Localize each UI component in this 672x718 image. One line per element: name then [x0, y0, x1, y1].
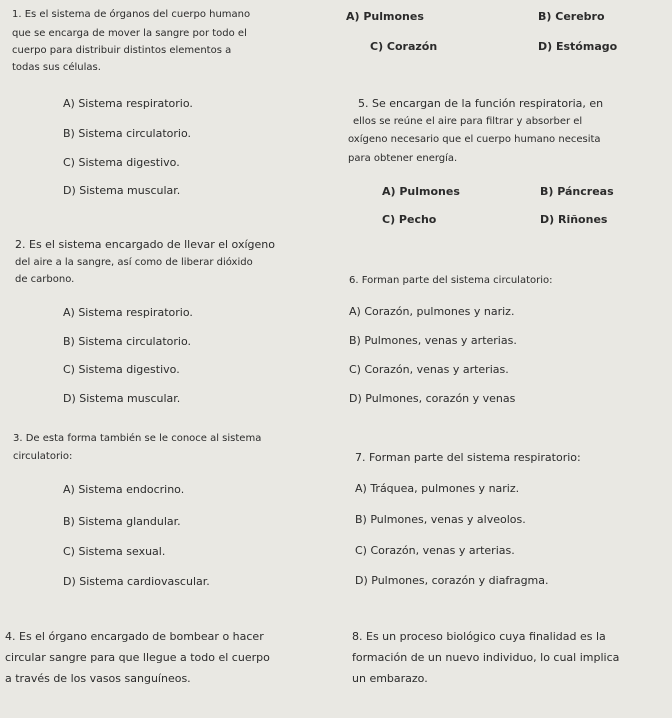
q3-option-a[interactable]: A) Sistema endocrino. — [63, 483, 185, 496]
q1-answer-c[interactable]: C) Sistema digestivo. — [63, 156, 180, 169]
q5-stem-line-2: ellos se reúne el aire para filtrar y absorber el — [353, 116, 583, 127]
q2-stem-line-3: de carbono. — [15, 274, 75, 285]
q8-stem-line-1: 8. Es un proceso biológico cuya finalidad es la — [352, 630, 606, 643]
q2-option-d[interactable]: D) Sistema muscular. — [63, 392, 181, 405]
q6-stem: 6. Forman parte del sistema circulatorio: — [349, 275, 553, 286]
q7-option-b[interactable]: B) Pulmones, venas y alveolos. — [355, 513, 526, 526]
q2-stem-line-2: del aire a la sangre, así como de liberar dióxido — [15, 257, 253, 268]
q6-option-c[interactable]: C) Corazón, venas y arterias. — [349, 363, 509, 376]
q8-stem-line-2: formación de un nuevo individuo, lo cual implica — [352, 651, 620, 664]
q6-option-d[interactable]: D) Pulmones, corazón y venas — [349, 392, 516, 405]
q1-answer-b[interactable]: B) Sistema circulatorio. — [63, 127, 191, 140]
q5-option-c[interactable]: C) Pecho — [382, 213, 437, 226]
q5-option-d[interactable]: D) Riñones — [540, 213, 608, 226]
q3-option-c[interactable]: C) Sistema sexual. — [63, 545, 166, 558]
q4-stem-line-1: 4. Es el órgano encargado de bombear o hacer — [5, 630, 264, 643]
q2-option-a[interactable]: A) Sistema respiratorio. — [63, 306, 193, 319]
q1-answer-a[interactable]: A) Sistema respiratorio. — [63, 97, 193, 110]
q7-option-d[interactable]: D) Pulmones, corazón y diafragma. — [355, 574, 549, 587]
q2-option-b[interactable]: B) Sistema circulatorio. — [63, 335, 191, 348]
q1-option-d[interactable]: D) Estómago — [538, 40, 618, 53]
q2-option-c[interactable]: C) Sistema digestivo. — [63, 363, 180, 376]
q2-stem-line-1: 2. Es el sistema encargado de llevar el oxígeno — [15, 238, 275, 251]
q1-answer-d[interactable]: D) Sistema muscular. — [63, 184, 181, 197]
q5-stem-line-3: oxígeno necesario que el cuerpo humano necesita — [348, 134, 601, 145]
q3-stem-line-1: 3. De esta forma también se le conoce al sistema — [13, 433, 262, 444]
q4-stem-line-3: a través de los vasos sanguíneos. — [5, 672, 191, 685]
q6-option-b[interactable]: B) Pulmones, venas y arterias. — [349, 334, 517, 347]
q1-stem-line-3: cuerpo para distribuir distintos elementos a — [12, 45, 232, 56]
q1-stem-line-1: 1. Es el sistema de órganos del cuerpo humano — [12, 9, 251, 20]
q5-stem-line-1: 5. Se encargan de la función respiratoria, en — [358, 97, 604, 110]
q3-option-d[interactable]: D) Sistema cardiovascular. — [63, 575, 210, 588]
q3-option-b[interactable]: B) Sistema glandular. — [63, 515, 181, 528]
q7-option-a[interactable]: A) Tráquea, pulmones y nariz. — [355, 482, 520, 495]
q1-option-b[interactable]: B) Cerebro — [538, 10, 605, 23]
q1-stem-line-2: que se encarga de mover la sangre por todo el — [12, 28, 247, 39]
q8-stem-line-3: un embarazo. — [352, 672, 428, 685]
q7-stem: 7. Forman parte del sistema respiratorio: — [355, 451, 581, 464]
q1-option-a[interactable]: A) Pulmones — [346, 10, 424, 23]
q4-stem-line-2: circular sangre para que llegue a todo el cuerpo — [5, 651, 270, 664]
q1-option-c[interactable]: C) Corazón — [370, 40, 438, 53]
q5-option-b[interactable]: B) Páncreas — [540, 185, 614, 198]
q6-option-a[interactable]: A) Corazón, pulmones y nariz. — [349, 305, 515, 318]
q5-stem-line-4: para obtener energía. — [348, 153, 458, 164]
q7-option-c[interactable]: C) Corazón, venas y arterias. — [355, 544, 515, 557]
q5-option-a[interactable]: A) Pulmones — [382, 185, 460, 198]
q1-stem-line-4: todas sus células. — [12, 62, 101, 73]
q3-stem-line-2: circulatorio: — [13, 451, 73, 462]
